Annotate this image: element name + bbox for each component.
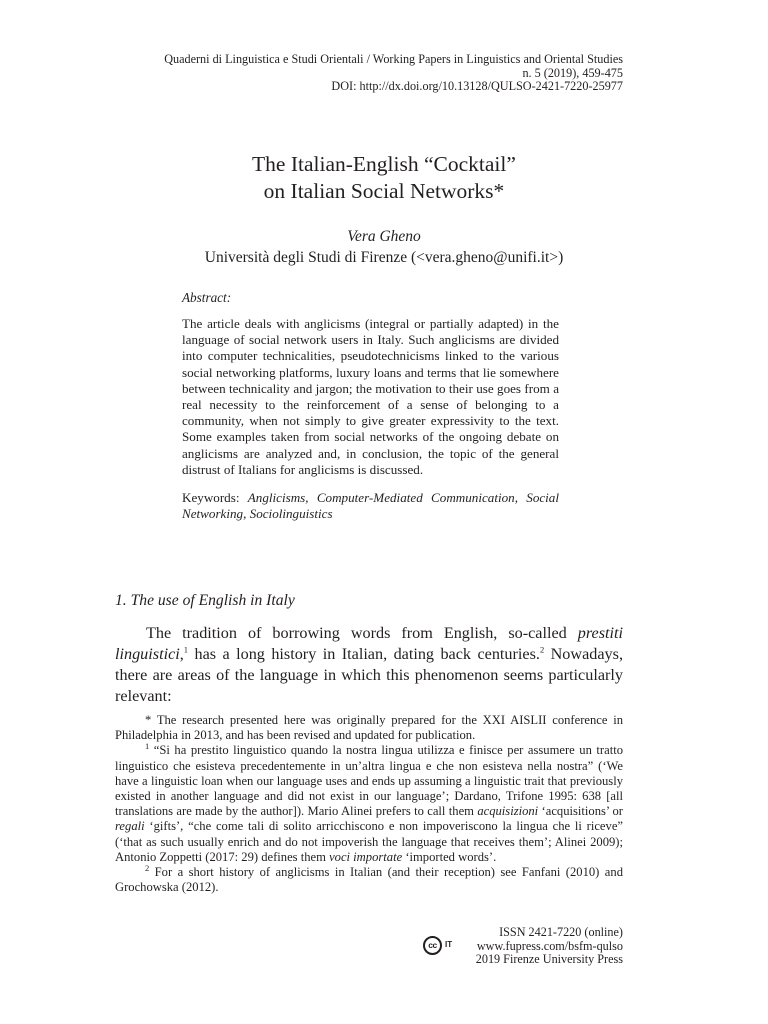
footnotes <box>115 713 623 895</box>
italic-term: voci importate <box>329 849 403 864</box>
section-heading: 1. The use of English in Italy <box>115 592 295 609</box>
footnote-text: “Si ha prestito linguistico quando la nostra lingua utilizza e finisce per assumere un tratto linguistico che esisteva precedentemente in un’altra lingua e che non esisteva nella nostra” (‘We have a linguistic loan when our language uses and ends up assuming a linguistic trait that previously existed in another language and did not exist in our language’; Dardano, Trifone 1995: 638 [all translations are made by the author]). Mario Alinei prefers to call them <box>115 743 623 819</box>
footnote-text: For a short history of anglicisms in Italian (and their reception) see Fanfani (2010) and Grochowska (2012). <box>115 865 623 895</box>
article-title <box>0 151 768 205</box>
footnote-1 <box>115 743 623 865</box>
footnote-text: ‘gifts’, “che come tali di solito arricchiscono e non impoveriscono la lingua che li riceve” (‘that as such usually enrich and do not impoverish the language that receives them’; Alinei 2009); Antonio Zoppetti (2017: 29) defines them <box>115 819 623 864</box>
running-header <box>164 53 623 94</box>
footnote-marker[interactable]: 2 <box>539 644 545 655</box>
issue-info: n. 5 (2019), 459-475 <box>522 65 623 80</box>
journal-name: Quaderni di Linguistica e Studi Orientali / Working Papers in Linguistics and Oriental Studies <box>164 52 623 66</box>
keywords-label: Keywords: <box>182 490 240 505</box>
paragraph-text: The tradition of borrowing words from English, so-called <box>146 624 578 642</box>
body-paragraph <box>115 623 623 707</box>
keywords <box>182 490 559 522</box>
paragraph-text: , <box>179 645 184 663</box>
author-affiliation: Università degli Studi di Firenze (<vera.gheno@unifi.it>) <box>204 249 564 266</box>
publisher-footer <box>476 926 623 967</box>
publisher-url[interactable]: www.fupress.com/bsfm-qulso <box>476 938 623 953</box>
footnote-text: ‘imported words’. <box>402 849 497 864</box>
creative-commons-icon: cc <box>423 936 442 955</box>
title-line-1: The Italian-English “Cocktail” <box>252 152 516 176</box>
footnote-marker[interactable]: 1 <box>183 644 189 655</box>
paragraph-text: has a long history in Italian, dating back centuries. <box>188 645 540 663</box>
footnote-number: 2 <box>145 862 150 873</box>
italic-term: regali <box>115 819 145 834</box>
license-country: IT <box>445 940 453 949</box>
footnote-text: ‘acquisitions’ or <box>538 804 624 819</box>
issn: ISSN 2421-7220 (online) <box>499 925 623 939</box>
title-line-2: on Italian Social Networks* <box>263 179 505 203</box>
italic-term: acquisizioni <box>477 804 539 819</box>
keywords-list: Anglicisms, Computer-Mediated Communication, Social Networking, Sociolinguistics <box>182 490 559 522</box>
abstract-label: Abstract: <box>182 290 232 305</box>
footnote-2 <box>115 862 623 895</box>
footnote-star: * The research presented here was originally prepared for the XXI AISLII conference in Philadelphia in 2013, and has been revised and updated for publication. <box>115 713 623 743</box>
abstract-text: The article deals with anglicisms (integral or partially adapted) in the language of social network users in Italy. Such anglicisms are divided into computer technicalities, pseudotechnicisms linked to the various social networking platforms, luxury loans and terms that lie somewhere between technicality and jargon; the motivation to their use goes from a real necessity to the reinforcement of a sense of belonging to a community, when not simply to give greater expressivity to the text. Some examples taken from social networks of the ongoing debate on anglicisms are analyzed and, in conclusion, the topic of the general distrust of Italians for anglicisms is discussed. <box>182 316 559 477</box>
paragraph-text: Nowadays, there are areas of the language in which this phenomenon seems particularly relevant: <box>115 645 623 705</box>
footnote-number: 1 <box>145 741 150 752</box>
publisher-name: 2019 Firenze University Press <box>475 952 623 966</box>
author-name: Vera Gheno <box>347 228 421 245</box>
italic-term: prestiti linguistici <box>115 624 623 663</box>
doi-link[interactable]: DOI: http://dx.doi.org/10.13128/QULSO-2421-7220-25977 <box>331 79 623 93</box>
